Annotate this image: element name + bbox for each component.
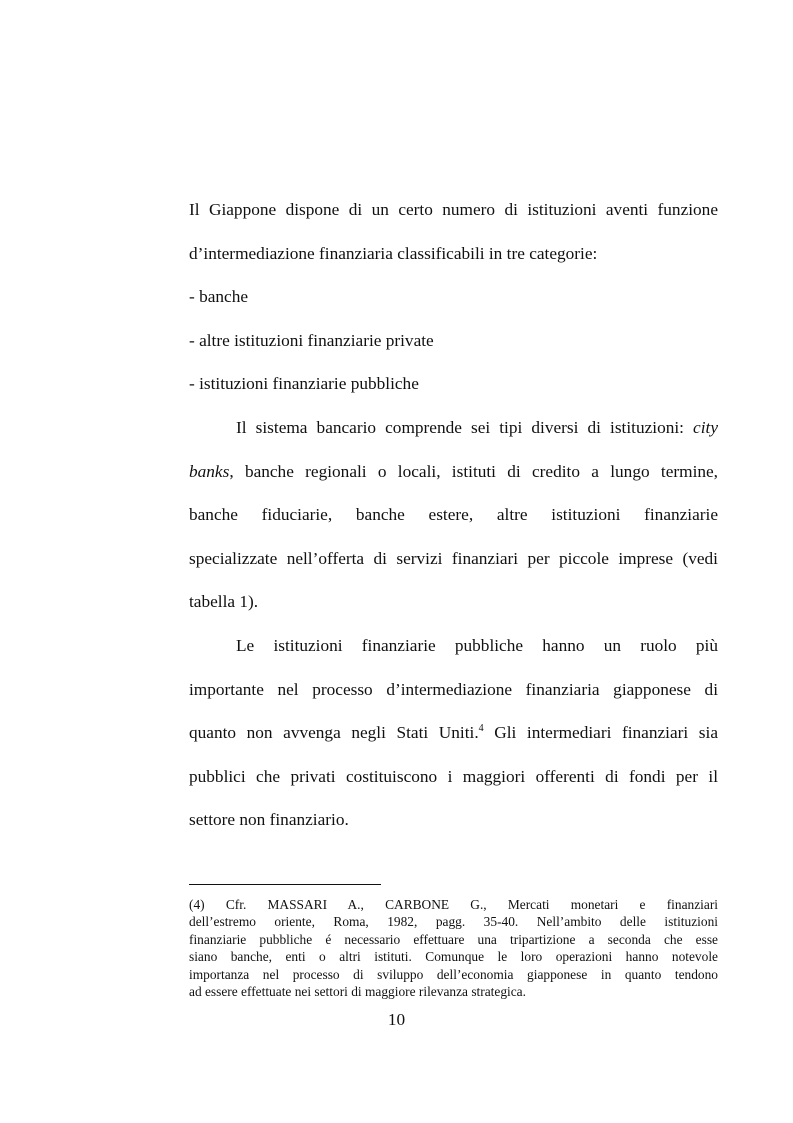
footnote-line-2: dell’estremo oriente, Roma, 1982, pagg. 35-40. Nell’ambito delle istituzioni <box>189 914 718 930</box>
p2-line-2-italic: banks <box>189 461 230 481</box>
p3-line-3-text: quanto non avvenga negli Stati Uniti. <box>189 723 479 743</box>
list-item-private: - altre istituzioni finanziarie private <box>189 330 434 350</box>
list-item-pubbliche: - istituzioni finanziarie pubbliche <box>189 374 419 394</box>
p3-line-3-rest: Gli intermediari finanziari sia <box>483 723 718 743</box>
page-number: 10 <box>387 1010 406 1029</box>
p2-line-2 <box>189 450 718 494</box>
p1-line-2: d’intermediazione finanziaria classificabili in tre categorie: <box>189 243 598 263</box>
footnote-line-6: ad essere effettuate nei settori di maggiore rilevanza strategica. <box>189 984 526 1000</box>
p2-line-2-text: , banche regionali o locali, istituti di credito a lungo termine, <box>229 461 718 481</box>
list-item-banche: - banche <box>189 287 249 307</box>
p2-line-1-text: Il sistema bancario comprende sei tipi diversi di istituzioni: <box>236 417 694 437</box>
p3-line-3 <box>189 711 718 755</box>
footnote-line-5: importanza nel processo di sviluppo dell’economia giapponese in quanto tendono <box>189 966 718 982</box>
p2-line-5: tabella 1). <box>189 592 259 612</box>
p2-line-1-italic: city <box>693 417 718 437</box>
footnote-divider <box>189 884 381 885</box>
footnote-ref-4: 4 <box>478 723 484 735</box>
p3-line-2: importante nel processo d’intermediazione finanziaria giapponese di <box>189 679 718 699</box>
p3-line-1: Le istituzioni finanziarie pubbliche hanno un ruolo più <box>236 635 718 655</box>
p2-line-4: specializzate nell’offerta di servizi finanziari per piccole imprese (vedi <box>189 548 718 568</box>
p2-line-1 <box>189 406 718 450</box>
p2-line-3: banche fiduciarie, banche estere, altre istituzioni finanziarie <box>189 505 718 525</box>
body-text <box>189 188 718 842</box>
footnote-line-3: finanziarie pubbliche é necessario effettuare una tripartizione a seconda che esse <box>189 931 718 947</box>
footnote <box>189 896 718 1000</box>
footnote-line-4: siano banche, enti o altri istituti. Comunque le loro operazioni hanno notevole <box>189 949 718 965</box>
footnote-line-1: (4) Cfr. MASSARI A., CARBONE G., Mercati monetari e finanziari <box>189 897 718 912</box>
p1-line-1: Il Giappone dispone di un certo numero di istituzioni aventi funzione <box>189 200 718 219</box>
p3-line-5: settore non finanziario. <box>189 810 349 830</box>
p3-line-4: pubblici che privati costituiscono i maggiori offerenti di fondi per il <box>189 766 718 786</box>
